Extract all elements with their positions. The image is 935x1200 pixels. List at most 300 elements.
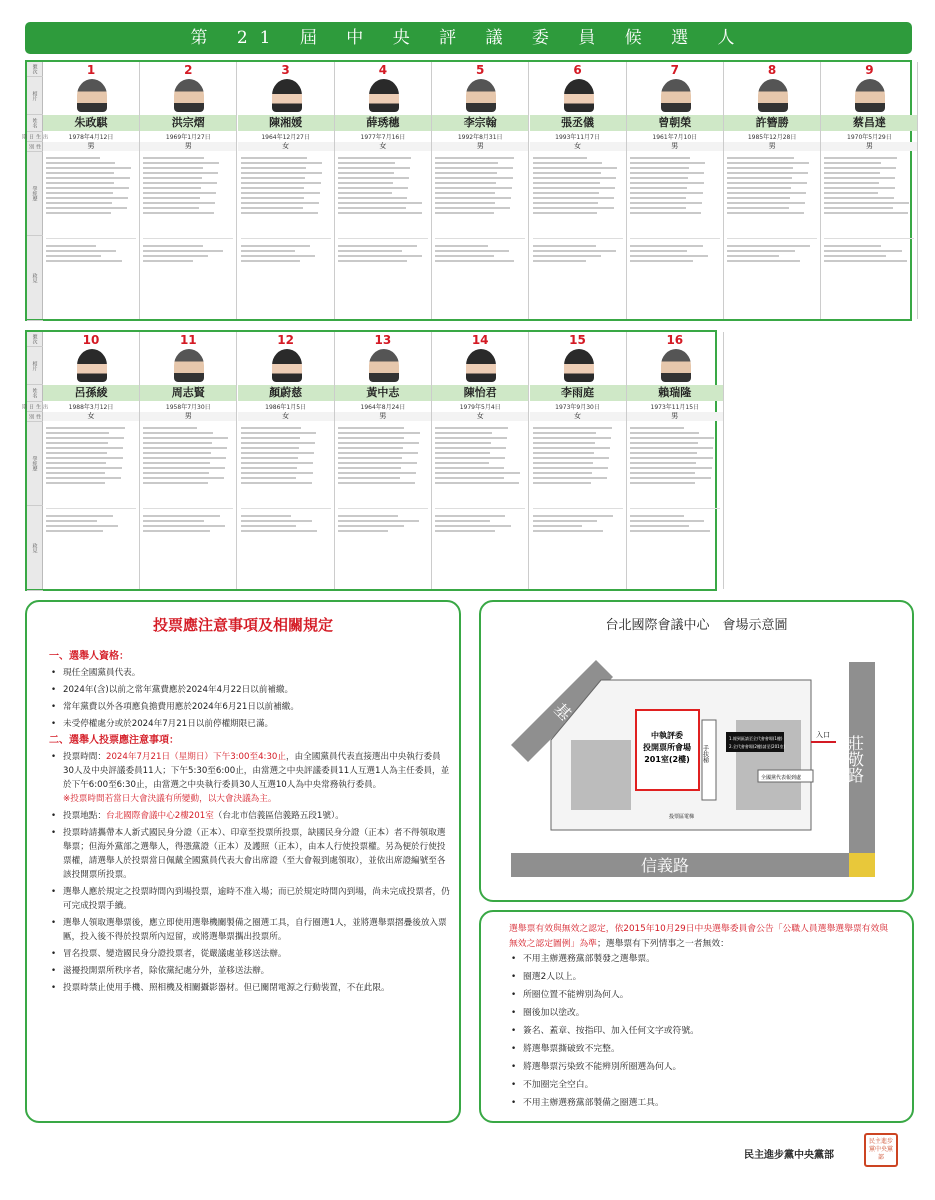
candidate-number: 6 xyxy=(573,63,582,77)
venue-label-2: 投開票所會場 xyxy=(643,743,691,752)
platform-line xyxy=(46,260,122,262)
candidate-number: 15 xyxy=(569,333,586,347)
experience-line xyxy=(338,472,416,474)
candidate-number: 8 xyxy=(767,63,777,77)
candidate-name: 陳湘媛 xyxy=(238,115,334,131)
experience-line xyxy=(824,207,892,209)
platform-line xyxy=(338,530,388,532)
row-label: 出生日期 xyxy=(27,402,43,412)
platform-line xyxy=(630,530,710,532)
platform-line xyxy=(143,245,202,247)
platform-line xyxy=(241,520,312,522)
platform-line xyxy=(727,250,795,252)
experience-line xyxy=(727,162,809,164)
candidate-experience xyxy=(533,424,623,504)
experience-line xyxy=(533,212,598,214)
row-label: 相片 xyxy=(27,77,43,115)
candidate-column xyxy=(140,332,237,589)
candidate-name: 薛琇穗 xyxy=(335,115,431,131)
candidate-photo xyxy=(272,79,302,112)
candidate-table-2 xyxy=(21,330,717,591)
candidate-number: 3 xyxy=(281,63,290,77)
experience-line xyxy=(46,452,107,454)
platform-line xyxy=(143,525,225,527)
platform-line xyxy=(338,525,404,527)
experience-line xyxy=(630,202,702,204)
platform-line xyxy=(338,245,417,247)
candidate-experience xyxy=(241,424,331,504)
candidate-name: 顏蔚慈 xyxy=(238,385,334,401)
platform-line xyxy=(241,255,316,257)
experience-line xyxy=(533,187,616,189)
experience-line xyxy=(435,177,512,179)
experience-line xyxy=(143,477,224,479)
experience-line xyxy=(338,467,401,469)
platform-line xyxy=(435,530,495,532)
candidate-number: 1 xyxy=(86,63,96,77)
platform-line xyxy=(630,515,684,517)
experience-line xyxy=(435,467,504,469)
experience-line xyxy=(143,192,216,194)
elevator-label: 投票區電梯 xyxy=(669,814,695,820)
experience-line xyxy=(533,472,592,474)
candidate-experience xyxy=(143,154,233,234)
experience-line xyxy=(435,427,508,429)
experience-line xyxy=(338,167,410,169)
row-label: 政見 xyxy=(27,236,43,321)
row-label: 性別 xyxy=(27,412,43,422)
experience-line xyxy=(533,457,610,459)
candidate-platform xyxy=(727,238,817,268)
experience-line xyxy=(241,457,299,459)
experience-line xyxy=(533,162,602,164)
experience-line xyxy=(338,457,402,459)
experience-line xyxy=(338,432,420,434)
candidate-name: 周志賢 xyxy=(140,385,236,401)
list-item: • 不用主辦選務黨部製發之選舉票。 xyxy=(509,952,894,967)
candidate-photo xyxy=(174,79,204,112)
candidate-experience xyxy=(46,154,136,234)
platform-line xyxy=(630,520,705,522)
experience-line xyxy=(143,212,214,214)
experience-line xyxy=(630,472,696,474)
platform-line xyxy=(630,255,708,257)
candidate-name: 朱政騏 xyxy=(43,115,139,131)
platform-line xyxy=(241,250,295,252)
candidate-name: 李宗翰 xyxy=(432,115,528,131)
candidate-experience xyxy=(435,424,525,504)
experience-line xyxy=(338,192,392,194)
experience-line xyxy=(241,162,323,164)
list-item: • 簽名、蓋章、按指印、加入任何文字或符號。 xyxy=(509,1024,894,1039)
experience-line xyxy=(630,447,714,449)
candidate-name: 張丞儀 xyxy=(530,115,626,131)
experience-line xyxy=(533,207,614,209)
platform-line xyxy=(533,250,617,252)
candidate-gender: 男 xyxy=(335,412,431,421)
list-item: • 不用主辦選務黨部製備之圈選工具。 xyxy=(509,1096,894,1111)
experience-line xyxy=(46,477,121,479)
experience-line xyxy=(824,182,879,184)
experience-line xyxy=(46,192,113,194)
candidate-column xyxy=(627,332,724,589)
info-desk-label: 全國黨代表報到處 xyxy=(761,775,802,781)
experience-line xyxy=(338,462,417,464)
experience-line xyxy=(46,212,111,214)
platform-line xyxy=(435,260,514,262)
candidate-gender: 女 xyxy=(432,412,528,421)
experience-line xyxy=(435,437,507,439)
candidate-experience xyxy=(630,424,720,504)
candidate-experience xyxy=(533,154,623,234)
candidate-gender: 女 xyxy=(335,142,431,151)
candidate-photo xyxy=(855,79,885,112)
experience-line xyxy=(143,162,219,164)
platform-line xyxy=(533,515,613,517)
experience-line xyxy=(435,187,512,189)
candidate-number: 11 xyxy=(179,333,197,347)
venue-map-panel xyxy=(479,600,914,902)
experience-line xyxy=(533,177,617,179)
platform-line xyxy=(435,255,494,257)
platform-line xyxy=(533,520,598,522)
experience-line xyxy=(143,182,217,184)
candidate-gender: 女 xyxy=(238,412,334,421)
platform-line xyxy=(338,250,402,252)
road-label-zhuangjing: 莊敬路 xyxy=(845,735,865,783)
candidate-photo xyxy=(661,79,691,112)
experience-line xyxy=(824,162,881,164)
candidate-platform xyxy=(241,238,331,268)
list-item: • 未受停權處分或於2024年7月21日以前停權期限已滿。 xyxy=(49,717,451,731)
platform-line xyxy=(824,260,907,262)
candidate-number: 2 xyxy=(184,63,193,77)
row-label: 姓名 xyxy=(27,385,43,402)
experience-line xyxy=(46,462,106,464)
experience-line xyxy=(727,197,790,199)
candidate-platform xyxy=(241,508,331,538)
experience-line xyxy=(46,457,123,459)
experience-line xyxy=(630,167,689,169)
platform-line xyxy=(533,245,596,247)
experience-line xyxy=(241,202,319,204)
section-voting-notes: 二、選舉人投票應注意事項： xyxy=(49,735,179,746)
experience-line xyxy=(46,157,100,159)
list-item: • 不加圈完全空白。 xyxy=(509,1078,894,1093)
candidate-column xyxy=(627,62,724,319)
experience-line xyxy=(143,482,208,484)
escalator-label: 手扶梯 xyxy=(701,745,709,763)
experience-line xyxy=(533,477,608,479)
experience-line xyxy=(435,197,511,199)
row-labels xyxy=(21,62,48,319)
candidate-column xyxy=(432,332,529,589)
candidate-experience xyxy=(143,424,233,504)
experience-line xyxy=(435,442,491,444)
platform-line xyxy=(46,530,103,532)
experience-line xyxy=(241,442,316,444)
candidate-photo xyxy=(272,349,302,382)
experience-line xyxy=(435,192,495,194)
candidate-experience xyxy=(727,154,817,234)
experience-line xyxy=(338,202,423,204)
candidate-column xyxy=(821,62,918,319)
candidate-experience xyxy=(338,154,428,234)
platform-line xyxy=(533,260,586,262)
row-label: 出生日期 xyxy=(27,132,43,142)
publisher-name: 民主進步黨中央黨部 xyxy=(744,1150,834,1161)
experience-line xyxy=(630,192,703,194)
experience-line xyxy=(241,167,307,169)
candidate-birthdate: 1979年5月4日 xyxy=(459,404,501,411)
platform-line xyxy=(435,515,505,517)
candidate-number: 12 xyxy=(277,333,294,347)
rules-title: 投票應注意事項及相關規定 xyxy=(152,616,333,634)
experience-line xyxy=(533,447,610,449)
experience-line xyxy=(143,187,201,189)
experience-line xyxy=(46,437,124,439)
platform-line xyxy=(241,515,291,517)
experience-line xyxy=(727,202,805,204)
experience-line xyxy=(630,482,695,484)
experience-line xyxy=(630,442,698,444)
experience-line xyxy=(630,172,705,174)
candidate-photo xyxy=(466,349,496,382)
row-label: 姓名 xyxy=(27,115,43,132)
experience-line xyxy=(630,212,701,214)
platform-line xyxy=(727,255,779,257)
candidate-gender: 女 xyxy=(530,142,626,151)
candidate-column xyxy=(43,332,140,589)
experience-line xyxy=(824,157,897,159)
experience-line xyxy=(630,197,687,199)
experience-line xyxy=(46,207,127,209)
candidate-birthdate: 1992年8月31日 xyxy=(457,134,503,141)
experience-line xyxy=(46,172,114,174)
section-voter-qualification: 一、選舉人資格： xyxy=(49,651,129,662)
row-label: 相片 xyxy=(27,347,43,385)
experience-line xyxy=(435,202,494,204)
experience-line xyxy=(630,427,684,429)
experience-line xyxy=(435,182,496,184)
experience-line xyxy=(338,477,400,479)
venue-label-1: 中執評委 xyxy=(651,731,683,740)
platform-line xyxy=(143,255,208,257)
experience-line xyxy=(338,197,407,199)
candidate-gender: 男 xyxy=(821,142,917,151)
experience-line xyxy=(338,187,408,189)
candidate-number: 4 xyxy=(378,63,388,77)
experience-line xyxy=(338,482,415,484)
platform-line xyxy=(46,255,101,257)
experience-line xyxy=(338,172,394,174)
entrance-label: 入口 xyxy=(816,731,830,739)
candidate-photo xyxy=(661,349,691,382)
candidate-column xyxy=(238,332,335,589)
ballot-validity-panel xyxy=(479,910,914,1123)
experience-line xyxy=(241,447,300,449)
candidate-birthdate: 1986年1月5日 xyxy=(265,404,307,411)
experience-line xyxy=(533,192,600,194)
experience-line xyxy=(435,432,492,434)
candidate-platform xyxy=(46,238,136,268)
experience-line xyxy=(533,202,599,204)
experience-line xyxy=(143,202,215,204)
experience-line xyxy=(630,452,698,454)
experience-line xyxy=(824,172,880,174)
experience-line xyxy=(435,482,519,484)
platform-line xyxy=(46,250,116,252)
candidate-gender: 男 xyxy=(627,142,723,151)
experience-line xyxy=(338,437,404,439)
list-item: • 滋擾投開票所秩序者，除依黨紀處分外，並移送法辦。 xyxy=(49,964,451,978)
candidate-gender: 女 xyxy=(530,412,626,421)
candidate-birthdate: 1970年5月29日 xyxy=(847,134,892,141)
candidate-gender: 男 xyxy=(724,142,820,151)
building-block-left xyxy=(571,740,631,810)
list-item: • 圈選2人以上。 xyxy=(509,970,894,985)
experience-line xyxy=(143,467,225,469)
legend-1: 1.報到區請至全代會會場(1樓) xyxy=(729,736,783,741)
candidate-column xyxy=(335,62,432,319)
candidate-photo xyxy=(564,79,594,112)
list-item-place: • 投票地點：台北國際會議中心2樓201室（台北市信義區信義路五段1號）。 xyxy=(49,809,451,823)
list-item: • 將選舉票污染致不能辨別所圈選為何人。 xyxy=(509,1060,894,1075)
experience-line xyxy=(338,162,395,164)
experience-line xyxy=(435,167,513,169)
page-banner-title: 第 21 屆 中 央 評 議 委 員 候 選 人 xyxy=(25,22,912,54)
candidate-number: 7 xyxy=(670,63,679,77)
candidate-name: 許簪勝 xyxy=(724,115,820,131)
experience-line xyxy=(46,427,125,429)
legend-2: 2.全代會會場(2樓)請至(201室) xyxy=(729,744,786,749)
platform-line xyxy=(241,525,297,527)
platform-line xyxy=(143,250,223,252)
candidate-number: 13 xyxy=(374,333,392,347)
experience-line xyxy=(727,207,789,209)
experience-line xyxy=(241,182,321,184)
candidate-column xyxy=(43,62,140,319)
experience-line xyxy=(241,207,303,209)
experience-line xyxy=(338,177,409,179)
candidate-name: 曾朝榮 xyxy=(627,115,723,131)
experience-line xyxy=(435,452,490,454)
experience-line xyxy=(143,172,218,174)
candidate-name: 蔡昌達 xyxy=(821,115,917,131)
candidate-photo xyxy=(758,79,788,112)
platform-line xyxy=(143,260,193,262)
experience-line xyxy=(533,442,595,444)
candidate-column xyxy=(432,62,529,319)
platform-line xyxy=(727,245,810,247)
experience-line xyxy=(630,462,697,464)
experience-line xyxy=(241,452,315,454)
experience-line xyxy=(241,467,298,469)
list-item: • 冒名投票、變造國民身分證投票者，從嚴議處並移送法辦。 xyxy=(49,947,451,961)
road-label-xinyi: 信義路 xyxy=(641,856,690,875)
candidate-name: 陳怡君 xyxy=(432,385,528,401)
candidate-gender: 男 xyxy=(140,412,236,421)
venue-map xyxy=(481,640,912,900)
experience-line xyxy=(533,167,618,169)
platform-line xyxy=(143,530,210,532)
candidate-photo xyxy=(369,79,399,112)
experience-line xyxy=(533,462,593,464)
platform-line xyxy=(630,525,689,527)
candidate-number: 14 xyxy=(471,333,489,347)
candidate-platform xyxy=(435,508,525,538)
experience-line xyxy=(46,472,105,474)
experience-line xyxy=(630,162,706,164)
candidate-birthdate: 1964年8月24日 xyxy=(360,404,406,411)
platform-line xyxy=(533,525,583,527)
candidate-platform xyxy=(533,508,623,538)
candidate-birthdate: 1988年3月12日 xyxy=(68,404,114,411)
platform-line xyxy=(435,250,509,252)
candidate-platform xyxy=(630,238,720,268)
platform-line xyxy=(727,260,800,262)
experience-line xyxy=(143,432,212,434)
validity-intro: 選舉票有效與無效之認定，依2015年10月29日中央選舉委員會公告「公職人員選舉選舉票有效與無效之認定圖例」為準；選舉票有下列情事之一者無效： xyxy=(509,924,889,949)
candidate-number: 5 xyxy=(476,63,485,77)
row-label: 政見 xyxy=(27,506,43,591)
experience-line xyxy=(824,212,908,214)
experience-line xyxy=(824,187,894,189)
candidate-birthdate: 1961年7月10日 xyxy=(652,134,698,141)
experience-line xyxy=(143,157,203,159)
experience-line xyxy=(46,177,130,179)
candidate-platform xyxy=(824,238,914,268)
experience-line xyxy=(241,177,306,179)
experience-line xyxy=(727,177,792,179)
experience-line xyxy=(46,432,109,434)
experience-line xyxy=(241,212,318,214)
experience-line xyxy=(630,177,689,179)
experience-line xyxy=(143,167,202,169)
candidate-photo xyxy=(77,349,107,382)
experience-line xyxy=(338,207,406,209)
experience-line xyxy=(338,212,422,214)
candidate-table-1 xyxy=(21,60,912,321)
experience-line xyxy=(435,157,514,159)
experience-line xyxy=(435,162,498,164)
list-item: • 投票時禁止使用手機、照相機及相關攝影器材。但已關閉電源之行動裝置，不在此限。 xyxy=(49,981,451,995)
experience-line xyxy=(241,482,312,484)
candidate-platform xyxy=(435,238,525,268)
crosswalk xyxy=(849,853,875,877)
experience-line xyxy=(727,157,794,159)
experience-line xyxy=(46,467,122,469)
platform-line xyxy=(630,245,703,247)
candidate-birthdate: 1985年12月28日 xyxy=(747,134,797,141)
candidate-photo xyxy=(564,349,594,382)
list-item: • 選舉人領取選舉票後，應立即使用選舉機關製備之圈選工具，自行圈選1人，並將選舉票摺疊後放入票匭，投入後不得於投票所內逗留，或將選舉票攜出投票所。 xyxy=(49,916,451,944)
candidate-column xyxy=(335,332,432,589)
experience-line xyxy=(630,432,699,434)
platform-line xyxy=(533,255,601,257)
experience-line xyxy=(533,482,592,484)
experience-line xyxy=(338,452,418,454)
candidate-column xyxy=(724,62,821,319)
experience-line xyxy=(824,202,909,204)
experience-line xyxy=(630,182,704,184)
candidate-gender: 男 xyxy=(140,142,236,151)
experience-line xyxy=(46,197,128,199)
platform-line xyxy=(46,520,97,522)
experience-line xyxy=(533,452,594,454)
experience-line xyxy=(338,442,419,444)
candidate-photo xyxy=(77,79,107,112)
